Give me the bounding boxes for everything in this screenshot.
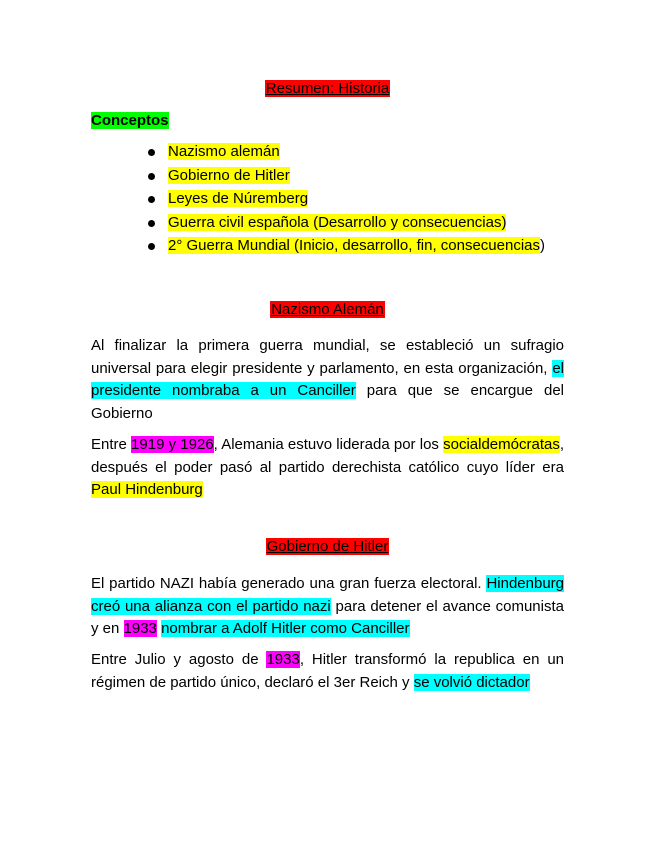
highlight-cyan: se volvió dictador bbox=[413, 673, 530, 691]
list-item bbox=[145, 143, 545, 167]
concept-text: 2° Guerra Mundial (Inicio, desarrollo, fin, consecuencias bbox=[168, 237, 541, 254]
highlight-cyan: Hindenburg creó una alianza con el partido nazi bbox=[91, 575, 564, 615]
section-heading-text: Gobierno de Hitler bbox=[266, 538, 389, 555]
paragraph-text: para que se encargue del Gobierno bbox=[91, 382, 564, 423]
document-title-text: Resumen: Historia bbox=[265, 80, 390, 97]
concept-text: Nazismo alemán bbox=[168, 143, 280, 160]
paragraph-text: para detener el avance comunista y en bbox=[91, 597, 564, 638]
list-item bbox=[145, 214, 545, 238]
concepts-list bbox=[145, 143, 545, 261]
paragraph-nazismo-1 bbox=[91, 335, 564, 426]
document-title bbox=[0, 80, 655, 98]
concepts-label bbox=[91, 112, 169, 130]
section-heading-text: Nazismo Alemán bbox=[271, 301, 384, 318]
highlight-magenta: 1933 bbox=[123, 620, 157, 638]
highlight-magenta: 1919 y 1926 bbox=[131, 436, 214, 453]
highlight-cyan: nombrar a Adolf Hitler como Canciller bbox=[161, 620, 410, 638]
paragraph-text: , Hitler transformó la republica en un régimen de partido único, declaró el 3er Reich y bbox=[91, 651, 564, 691]
concept-text: Guerra civil española (Desarrollo y consecuencias) bbox=[168, 213, 507, 231]
paragraph-text: Al finalizar la primera guerra mundial, se estableció un sufragio universal para elegir presidente y parlamento, en esta organización, bbox=[91, 337, 564, 377]
paragraph-text: , después el poder pasó al partido derechista católico cuyo líder era bbox=[91, 436, 564, 476]
concept-extra: ) bbox=[540, 237, 546, 254]
list-item bbox=[145, 167, 545, 191]
concept-text: Gobierno de Hitler bbox=[168, 166, 290, 184]
paragraph-text: Entre bbox=[91, 436, 132, 453]
concepts-label-text: Conceptos bbox=[91, 112, 169, 129]
paragraph-hitler-2 bbox=[91, 649, 564, 694]
bullet-icon bbox=[148, 243, 155, 250]
highlight-cyan: el presidente nombraba a un Canciller bbox=[91, 359, 564, 400]
paragraph-nazismo-2 bbox=[91, 434, 564, 502]
highlight-yellow: Paul Hindenburg bbox=[91, 481, 203, 499]
highlight-yellow: socialdemócratas bbox=[443, 436, 560, 453]
section-heading-hitler bbox=[0, 538, 655, 556]
paragraph-hitler-1 bbox=[91, 573, 564, 641]
list-item bbox=[145, 237, 545, 261]
bullet-icon bbox=[148, 196, 155, 203]
bullet-icon bbox=[148, 173, 155, 180]
paragraph-text: Entre Julio y agosto de bbox=[91, 651, 267, 668]
bullet-icon bbox=[148, 220, 155, 227]
bullet-icon bbox=[148, 149, 155, 156]
section-heading-nazismo bbox=[0, 301, 655, 319]
highlight-magenta: 1933 bbox=[266, 651, 300, 668]
paragraph-text: El partido NAZI había generado una gran fuerza electoral. bbox=[91, 575, 487, 592]
paragraph-text: , Alemania estuvo liderada por los bbox=[213, 436, 444, 453]
list-item bbox=[145, 190, 545, 214]
concept-text: Leyes de Núremberg bbox=[168, 190, 309, 207]
